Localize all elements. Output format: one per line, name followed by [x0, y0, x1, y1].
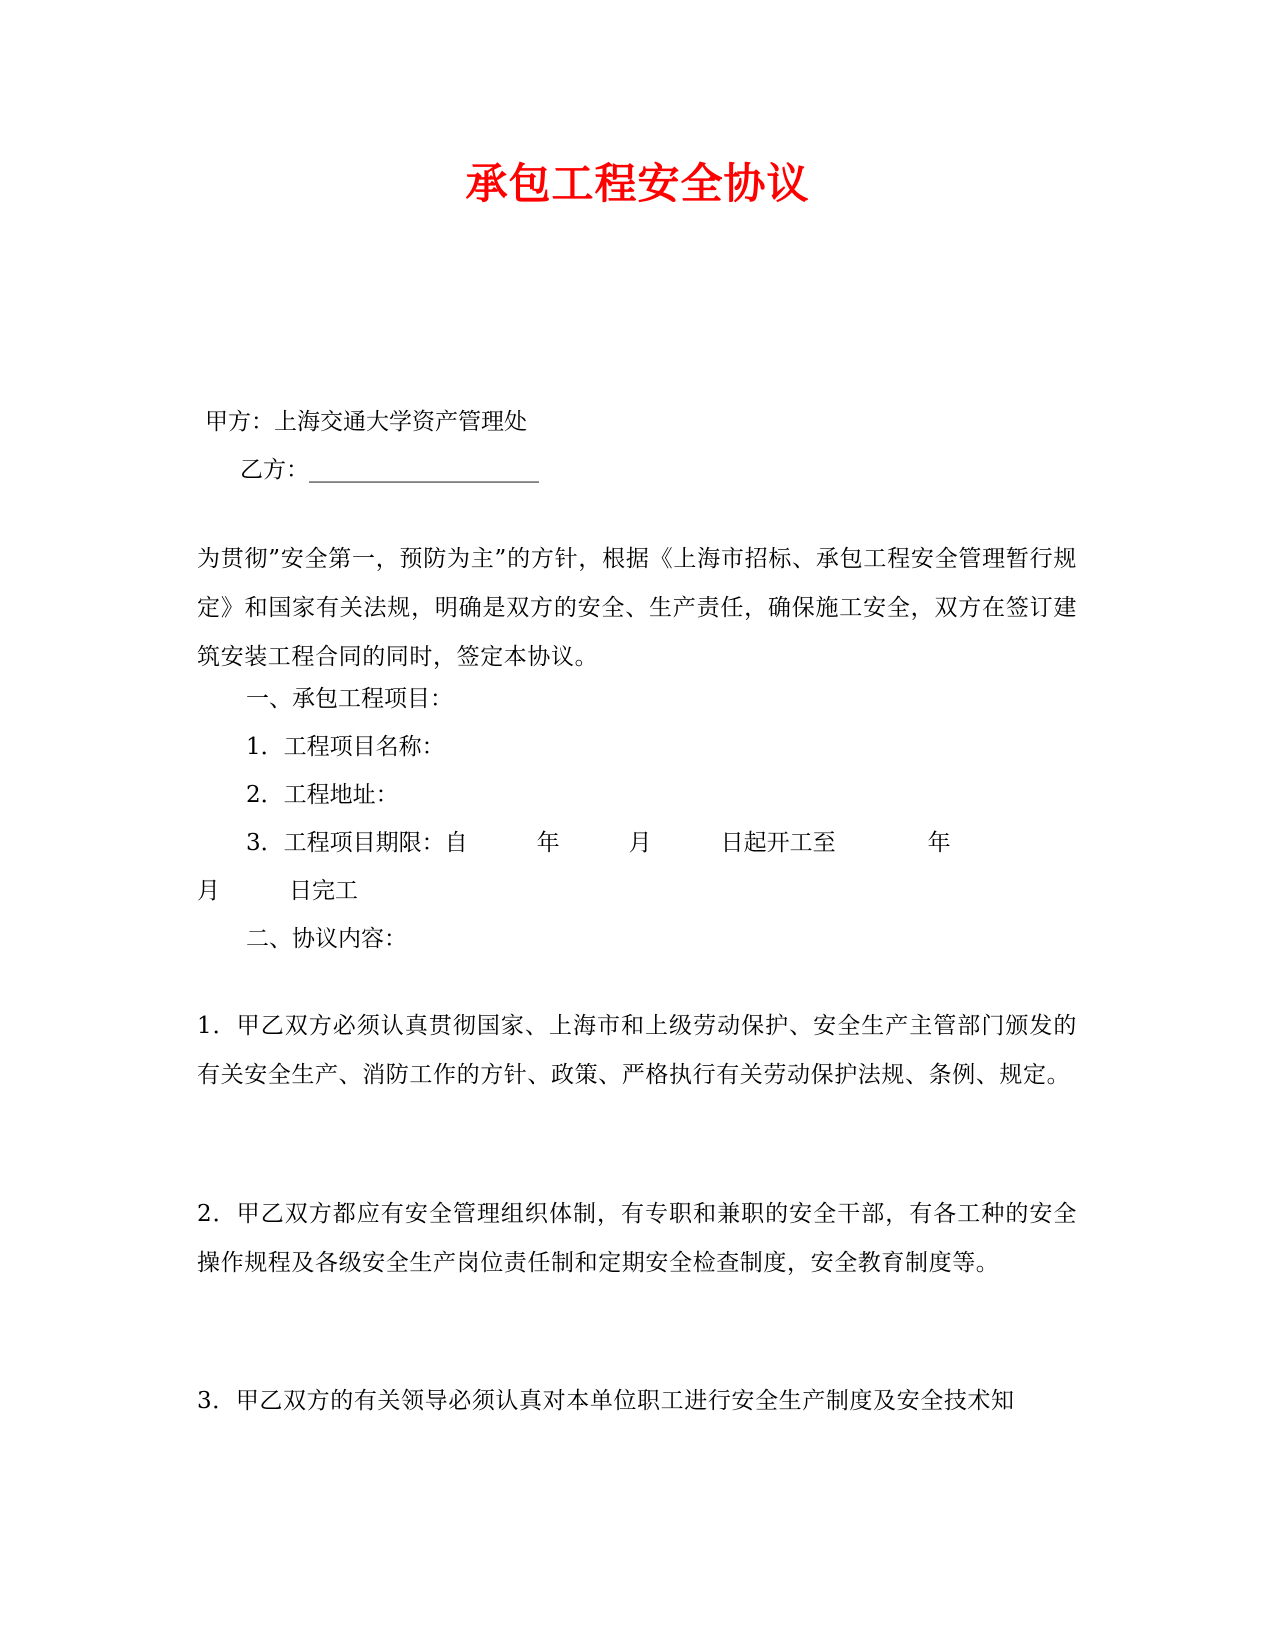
document-title: 承包工程安全协议	[465, 159, 810, 208]
intro-paragraph: 为贯彻”安全第一，预防为主”的方针，根据《上海市招标、承包工程安全管理暂行规定》和国家有关法规，明确是双方的安全、生产责任，确保施工安全，双方在签订建筑安装工程合同的同时，签定本协议。	[197, 546, 1077, 670]
item-project-period: 3．工程项目期限：自 年 月 日起开工至 年	[246, 830, 951, 856]
item-project-address: 2．工程地址：	[246, 782, 399, 808]
clause-2: 2．甲乙双方都应有安全管理组织体制，有专职和兼职的安全干部，有各工种的安全操作规程及各级安全生产岗位责任制和定期安全检查制度，安全教育制度等。	[197, 1201, 1077, 1276]
party-a-line: 甲方：上海交通大学资产管理处	[205, 409, 527, 435]
item-project-period-continued: 月 日完工	[197, 878, 358, 904]
item-project-name: 1．工程项目名称：	[246, 734, 445, 760]
section-1-heading: 一、承包工程项目：	[246, 686, 453, 712]
clause-1: 1．甲乙双方必须认真贯彻国家、上海市和上级劳动保护、安全生产主管部门颁发的有关安全生产、消防工作的方针、政策、严格执行有关劳动保护法规、条例、规定。	[197, 1013, 1077, 1088]
clause-3: 3．甲乙双方的有关领导必须认真对本单位职工进行安全生产制度及安全技术知	[197, 1388, 1015, 1414]
party-b-line: 乙方：____________________	[240, 457, 539, 483]
section-2-heading: 二、协议内容：	[246, 926, 407, 952]
